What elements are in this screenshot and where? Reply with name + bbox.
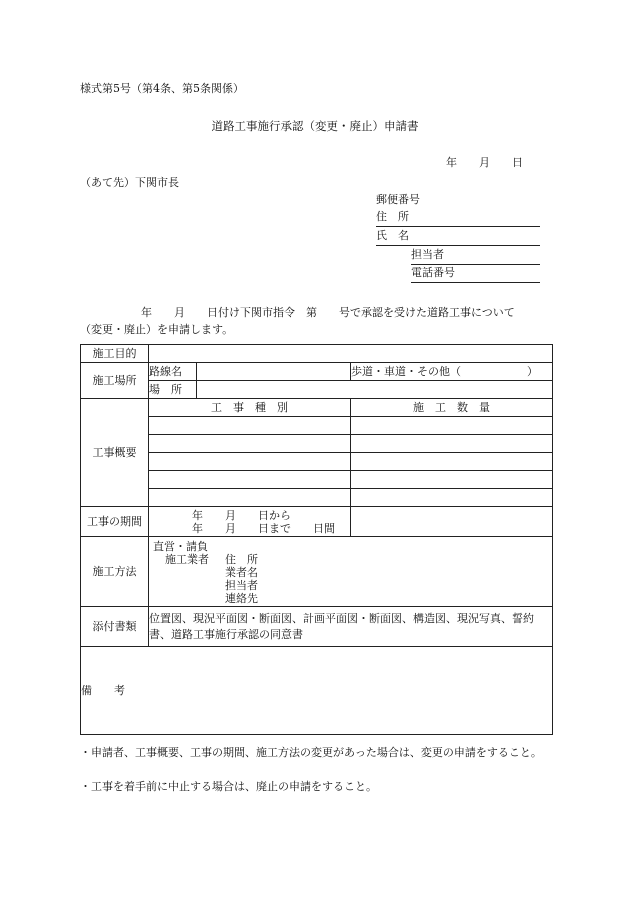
method-field[interactable] [149, 537, 553, 607]
quantity-field[interactable] [351, 453, 553, 471]
work-type-field[interactable] [149, 471, 351, 489]
period-extra-field[interactable] [351, 507, 553, 537]
quantity-field[interactable] [351, 489, 553, 507]
name-label: 氏 名 [376, 229, 409, 242]
footnote: ・申請者、工事概要、工事の期間、施工方法の変更があった場合は、変更の申請をすること。 [80, 746, 542, 759]
work-type-field[interactable] [149, 489, 351, 507]
work-type-header: 工 事 種 別 [149, 399, 351, 417]
place-field[interactable] [197, 381, 553, 399]
attachments-label: 添付書類 [81, 607, 149, 647]
work-type-field[interactable] [149, 453, 351, 471]
overview-row [81, 471, 553, 489]
location-row-1 [81, 363, 553, 381]
postal-code-label: 郵便番号 [376, 193, 420, 206]
method-contractor: 施工業者 [165, 553, 209, 566]
period-field[interactable] [149, 507, 351, 537]
statement-line-1: 年 月 日付け下関市指令 第 号で承認を受けた道路工事について [141, 306, 515, 319]
method-row [81, 537, 553, 607]
overview-row [81, 435, 553, 453]
purpose-row [81, 345, 553, 363]
place-label: 場 所 [149, 381, 197, 399]
method-direct: 直営・請負 [153, 540, 208, 553]
person-in-charge-label: 担当者 [411, 248, 444, 261]
quantity-field[interactable] [351, 471, 553, 489]
method-person: 担当者 [225, 579, 258, 592]
applicant-name-field[interactable] [376, 230, 540, 246]
notes-label: 備 考 [81, 684, 125, 697]
overview-row [81, 417, 553, 435]
period-start: 年 月 日から [192, 509, 291, 522]
application-date: 年 月 日 [446, 156, 523, 169]
quantity-field[interactable] [351, 417, 553, 435]
overview-label: 工事概要 [81, 399, 149, 507]
purpose-field[interactable] [149, 345, 553, 363]
location-row-2 [81, 381, 553, 399]
route-name-label: 路線名 [149, 363, 197, 381]
period-row [81, 507, 553, 537]
phone-label: 電話番号 [411, 266, 455, 279]
attachments-text: 位置図、現況平面図・断面図、計画平面図・断面図、構造図、現況写真、誓約書、道路工事施行承認の同意書 [149, 607, 553, 647]
overview-row [81, 453, 553, 471]
applicant-postal-code [376, 194, 540, 209]
document-title: 道路工事施行承認（変更・廃止）申請書 [211, 119, 419, 133]
overview-row [81, 489, 553, 507]
method-label: 施工方法 [81, 537, 149, 607]
period-label: 工事の期間 [81, 507, 149, 537]
footnote: ・工事を着手前に中止する場合は、廃止の申請をすること。 [80, 780, 377, 793]
method-contact: 連絡先 [225, 592, 258, 605]
notes-field[interactable] [81, 647, 553, 735]
quantity-header: 施 工 数 量 [351, 399, 553, 417]
attachments-row [81, 607, 553, 647]
form-number: 様式第5号（第4条、第5条関係） [80, 82, 244, 95]
road-type-field[interactable]: 歩道・車道・その他（ ） [351, 363, 553, 381]
method-company: 業者名 [225, 566, 258, 579]
period-end: 年 月 日まで 日間 [192, 522, 335, 535]
statement-line-2: （変更・廃止）を申請します。 [80, 323, 234, 336]
method-address: 住 所 [225, 553, 258, 566]
quantity-field[interactable] [351, 435, 553, 453]
work-type-field[interactable] [149, 417, 351, 435]
applicant-person-field[interactable] [411, 249, 540, 265]
applicant-address-field[interactable] [376, 211, 540, 227]
address-label: 住 所 [376, 210, 409, 223]
application-table [80, 344, 553, 735]
applicant-phone-field[interactable] [411, 267, 540, 283]
location-label: 施工場所 [81, 363, 149, 399]
notes-row [81, 647, 553, 735]
addressee: （あて先）下関市長 [80, 176, 179, 189]
purpose-label: 施工目的 [81, 345, 149, 363]
overview-header-row [81, 399, 553, 417]
route-name-field[interactable] [197, 363, 351, 381]
work-type-field[interactable] [149, 435, 351, 453]
